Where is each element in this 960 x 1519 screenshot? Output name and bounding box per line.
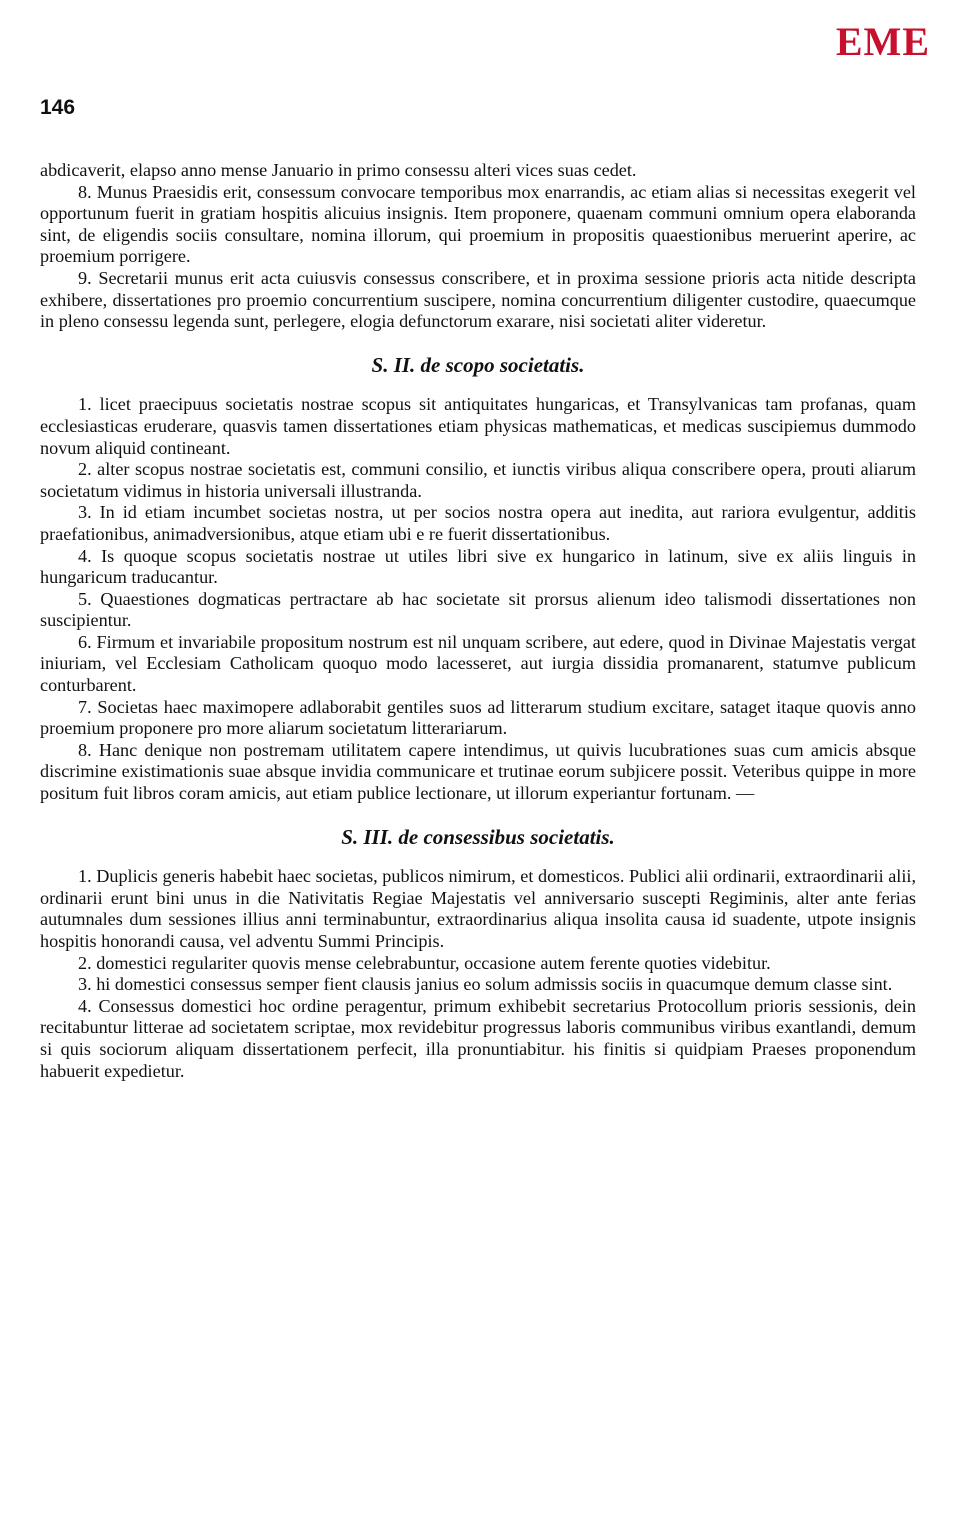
paragraph-item: 2. alter scopus nostrae societatis est, communi consilio, et iunctis viribus aliqua conscribere opera, prouti aliarum societatum vidimus in historia universali illustranda.	[40, 459, 916, 501]
logo-letter: M	[863, 19, 903, 64]
logo-letter: E	[902, 19, 930, 64]
paragraph-item: 6. Firmum et invariabile propositum nostrum est nil unquam scribere, aut edere, quod in Divinae Majestatis vergat iniuriam, vel Ecclesiam Catholicam quoquo modo lacesseret, aut iurgia dissidia promanarent, statumve publicum conturbarent.	[40, 631, 916, 696]
page-number: 146	[40, 96, 76, 119]
publisher-logo	[836, 18, 930, 65]
paragraph-item: 4. Is quoque scopus societatis nostrae ut utiles libri sive ex hungarico in latinum, sive ex aliis linguis in hungaricum traducantur.	[40, 545, 916, 588]
paragraph-item: 1. Duplicis generis habebit haec societas, publicos nimirum, et domesticos. Publici alii ordinarii, extraordinarii alii, ordinarii erunt bini unus in die Nativitatis Regiae Majestatis vel anniversario suscepti Regiminis, alter ante ferias autumnales dum sessiones illius anni terminabuntur, extraordinarius aliqua insolita causa id suadente, utpote insignis hospitis honorandi causa, vel adventu Summi Principis.	[40, 866, 916, 951]
section-heading: S. III. de consessibus societatis.	[341, 824, 615, 849]
paragraph-item: 4. Consessus domestici hoc ordine peragentur, primum exhibebit secretarius Protocollum prioris sessionis, dein recitabuntur litterae ad societatem scriptae, mox revidebitur progressus laboris communibus viribus exantlandi, demum si quis sociorum aliquam dissertationem perfecit, illa pronuntiabitur. his finitis si quidpiam Praeses proponendum habuerit expedietur.	[40, 995, 916, 1081]
paragraph-item: 2. domestici regulariter quovis mense celebrabuntur, occasione autem ferente quoties videbitur.	[78, 952, 771, 973]
paragraph-item: 7. Societas haec maximopere adlaborabit gentiles suos ad litterarum studium excitare, sataget itaque quovis anno proemium proponere pro more aliarum societatum litterariarum.	[40, 696, 916, 739]
section-heading: S. II. de scopo societatis.	[371, 352, 585, 377]
page-body	[40, 160, 916, 1082]
paragraph-item: 8. Hanc denique non postremam utilitatem capere intendimus, ut quivis lucubrationes suas cum amicis absque discrimine existimationis suae absque invidia communicare et trutinae eorum subjicere possit. Veteribus quippe in more positum fuit libros coram amicis, aut etiam publice lectionare, ut illorum experiantur fortunam. —	[40, 739, 916, 804]
paragraph-item: 5. Quaestiones dogmaticas pertractare ab hac societate sit prorsus alienum ideo talismodi dissertationes non suscipientur.	[40, 588, 916, 631]
paragraph-item: 9. Secretarii munus erit acta cuiusvis consessus conscribere, et in proxima sessione prioris acta nitide descripta exhibere, dissertationes pro proemio concurrentium suscipere, nomina concurrentium diligenter custodire, quaecumque in pleno consessu legenda sunt, perlegere, elogia defunctorum exarare, nisi societati aliter videretur.	[40, 267, 916, 332]
paragraph-continuation: abdicaverit, elapso anno mense Januario in primo consessu alteri vices suas cedet.	[40, 160, 637, 180]
paragraph-item: 1. licet praecipuus societatis nostrae scopus sit antiquitates hungaricas, et Transylvanicas tam profanas, quam ecclesiasticas eruderare, quasvis tamen dissertationes etiam physicas mathematicas, et medicas suscipiemus dummodo novum aliquid contineant.	[40, 394, 916, 458]
logo-letter: E	[835, 19, 864, 64]
paragraph-item: 8. Munus Praesidis erit, consessum convocare temporibus mox enarrandis, ac etiam alias si necessitas exegerit vel opportunum fuerit in gratiam hospitis alicuius insignis. Item proponere, quaenam communi omnium opera elaboranda sint, de eligendis sociis consultare, nomina illorum, qui proemium in propositis quaestionibus meruerint aperire, ac proemium porrigere.	[40, 181, 916, 267]
paragraph-item: 3. In id etiam incumbet societas nostra, ut per socios nostra opera aut inedita, aut rariora evulgentur, additis praefationibus, animadversionibus, atque etiam ubi e re fuerit dissertationibus.	[40, 502, 916, 544]
paragraph-item: 3. hi domestici consessus semper fient clausis janius eo solum admissis sociis in quacumque demum classe sint.	[78, 974, 893, 995]
